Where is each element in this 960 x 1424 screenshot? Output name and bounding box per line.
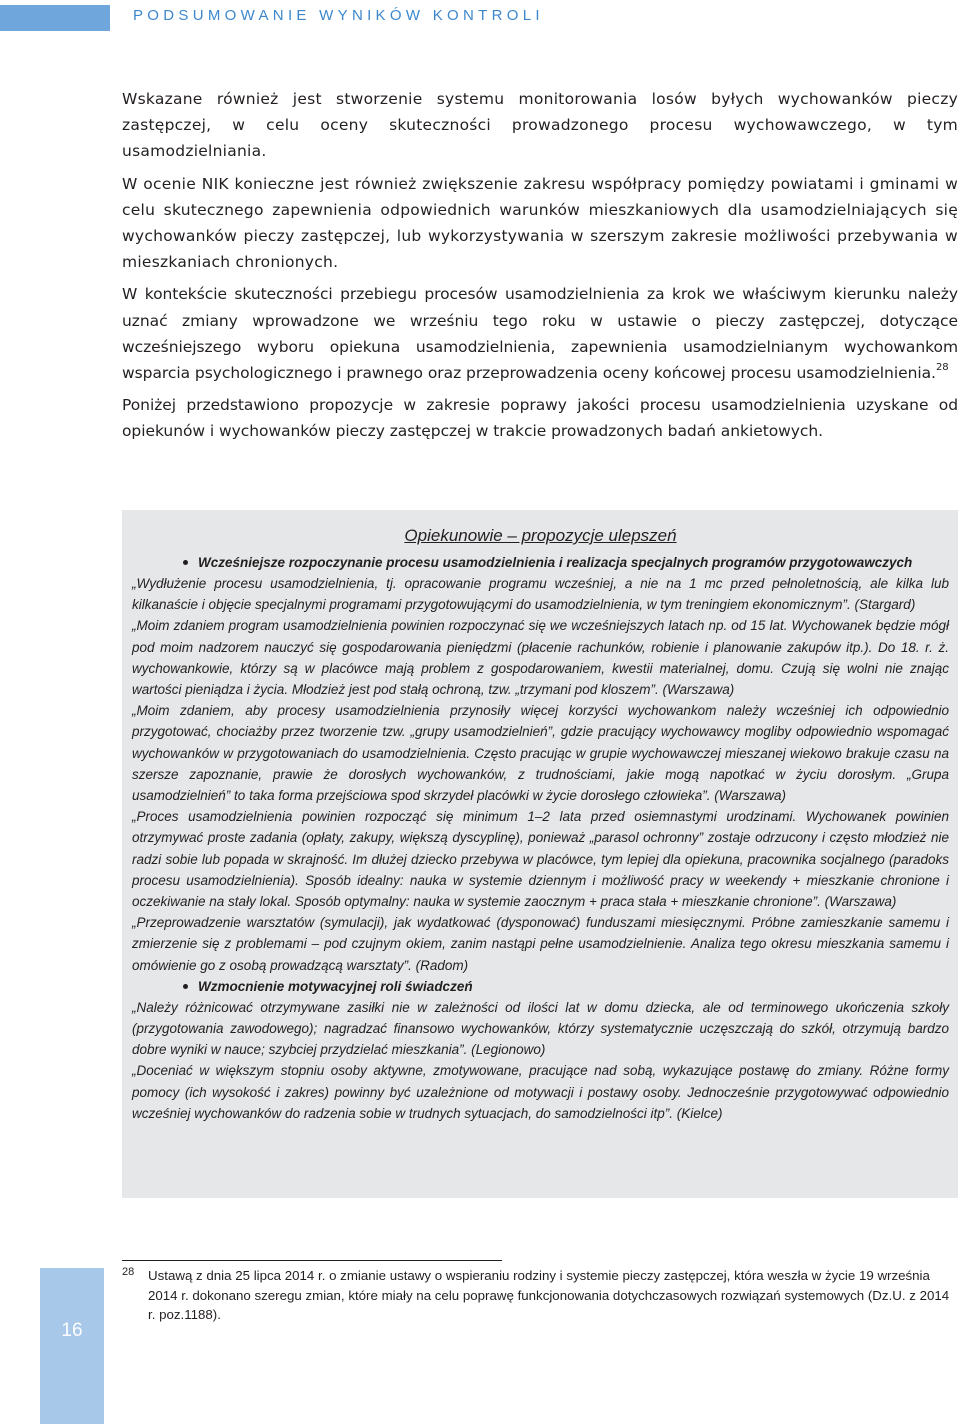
page-number: 16 (61, 1320, 83, 1341)
header-accent-bar (0, 5, 110, 31)
bullet-heading-motivation: Wzmocnienie motywacyjnej roli świadczeń (132, 976, 949, 997)
quote-item: „Doceniać w większym stopniu osoby aktywne, zmotywowane, pracujące nad sobą, wykazujące postawę do zmiany. Różne formy pomocy (ich wysokość i zakres) powinny być uzależnione od motywacji i postawy osoby. Jednocześnie przygotowywać odpowiednio wcześniej wychowanków do radzenia sobie w trudnych sytuacjach, do samodzielności itp”. (Kielce) (132, 1063, 949, 1121)
quote-item: „Moim zdaniem program usamodzielnienia powinien rozpoczynać się we wcześniejszych latach np. od 15 lat. Wychowanek będzie mógł pod moim nadzorem nauczyć się gospodarowania pieniędzmi (płacenie rachunków, robienie i planowanie zakupów itp.). Do 18. r. ż. wychowankowie, którzy są w placówce mają problem z gospodarowaniem, kwestii materialnej, domu. Czują się wolni nie znając wartości pieniądza i życia. Młodzież jest pod stałą ochroną, tzw. „trzymani pod kloszem”. (Warszawa) (132, 618, 949, 698)
paragraph-cooperation: W ocenie NIK konieczne jest również zwiększenie zakresu współpracy pomiędzy powiatami i gminami w celu skutecznego zapewnienia odpowiednich warunków mieszkaniowych dla usamodzielniających się wychowanków pieczy zastępczej, lub wykorzystywania w szerszym zakresie możliwości przebywania w mieszkaniach chronionych. (122, 174, 958, 272)
footnote-divider (122, 1260, 502, 1261)
quote-item: „Przeprowadzenie warsztatów (symulacji), jak wydatkować (dysponować) funduszami miesięcznymi. Próbne zamieszkanie samemu i zmierzenie się z problemami – pod czujnym okiem, zanim nastąpi pełne usamodzielnienie. Analiza tego okresu mieszkania samemu i omówienie go z osobą prowadzącą warsztaty”. (Radom) (132, 915, 949, 973)
paragraph-proposals: Poniżej przedstawiono propozycje w zakresie poprawy jakości procesu usamodzielnienia uzyskane od opiekunów i wychowanków pieczy zastępczej w trakcie prowadzonych badań ankietowych. (122, 396, 958, 441)
paragraph-changes (122, 281, 958, 386)
quote-item: „Należy różnicować otrzymywane zasiłki nie w zależności od ilości lat w domu dziecka, ale od terminowego ukończenia szkoły (przygotowania zawodowego); nagradzać finansowo wychowanków, którzy systematycznie uczęszczają do szkół, otrzymują bardzo dobre wyniki w nauce; szybciej przydzielać mieszkania”. (Legionowo) (132, 999, 949, 1058)
bullet-heading-early-start: Wcześniejsze rozpoczynanie procesu usamodzielnienia i realizacja specjalnych programów przygotowawczych (132, 552, 949, 573)
proposals-box (122, 510, 958, 1198)
quote-item: „Wydłużenie procesu usamodzielnienia, tj. opracowanie programu wcześniej, a nie na 1 mc przed pełnoletnością, ale kilka lub kilkanaście i objęcie specjalnymi programami przygotowującymi do usamodzielnienia, w tym treningiem ekonomicznym”. (Stargard) (132, 576, 949, 613)
quote-item: „Proces usamodzielnienia powinien rozpocząć się minimum 1–2 lata przed osiemnastymi urodzinami. Wychowanek powinien otrzymywać proste zadania (opłaty, zakupy, większą dyscyplinę), ponieważ „parasol ochronny” zostaje odrzucony i często młodzież nie radzi sobie lub popada w skrajność. Im dłużej dziecko przebywa w placówce, tym lepiej dla opiekuna, pracownika socjalnego (paradoks procesu usamodzielnienia). Sposób idealny: nauka w systemie dziennym i możliwość pracy w weekendy + mieszkanie chronione i oczekiwanie na stały lokal. Sposób optymalny: nauka w systemie zaocznym + praca stała + mieszkanie chronione”. (Warszawa) (132, 809, 949, 910)
footnote-number: 28 (122, 1266, 135, 1278)
page-number-tab (40, 1268, 104, 1424)
running-header: PODSUMOWANIE WYNIKÓW KONTROLI (133, 7, 544, 24)
footnote-text: Ustawą z dnia 25 lipca 2014 r. o zmianie ustawy o wspieraniu rodziny i systemie pieczy zastępczej, która weszła w życie 19 września 2014 r. dokonano szeregu zmian, które miały na celu poprawę funkcjonowania dotychczasowych rozwiązań systemowych (Dz.U. z 2014 r. poz.1188). (148, 1268, 950, 1322)
paragraph-changes-text: W kontekście skuteczności przebiegu procesów usamodzielnienia za krok we właściwym kierunku należy uznać zmiany wprowadzone we wrześniu tego roku w ustawie o pieczy zastępczej, dotyczące wcześniejszego wyboru opiekuna usamodzielnienia, zapewnienia usamodzielnianym wychowankom wsparcia psychologicznego i prawnego oraz przeprowadzenia oceny końcowej procesu usamodzielnienia. (122, 285, 958, 383)
main-text (122, 86, 958, 445)
box-title: Opiekunowie – propozycje ulepszeń (404, 526, 677, 545)
quote-item: „Moim zdaniem, aby procesy usamodzielnienia przynosiły więcej korzyści wychowankom należy wcześniej ich odpowiednio przygotować, chociażby przez tworzenie tzw. „grupy usamodzielnień”, gdzie pracujący wychowawcy mogliby odpowiednio wspomagać wychowanków w przygotowaniach do usamodzielnienia. Często pracując w grupie wychowawczej mieszanej wiekowo brakuje czasu na szersze zapoznanie, prawie że dorosłych wychowanków, z trudnościami, jakie mogą napotkać w życiu dorosłym. „Grupa usamodzielnień” to taka forma przejściowa spod skrzydeł placówki w życie dorosłego człowieka”. (Warszawa) (132, 703, 949, 804)
paragraph-monitoring: Wskazane również jest stworzenie systemu monitorowania losów byłych wychowanków pieczy zastępczej, w celu oceny skuteczności prowadzonego procesu wychowawczego, w tym usamodzielniania. (122, 90, 958, 161)
footnote-reference[interactable]: 28 (935, 361, 949, 373)
